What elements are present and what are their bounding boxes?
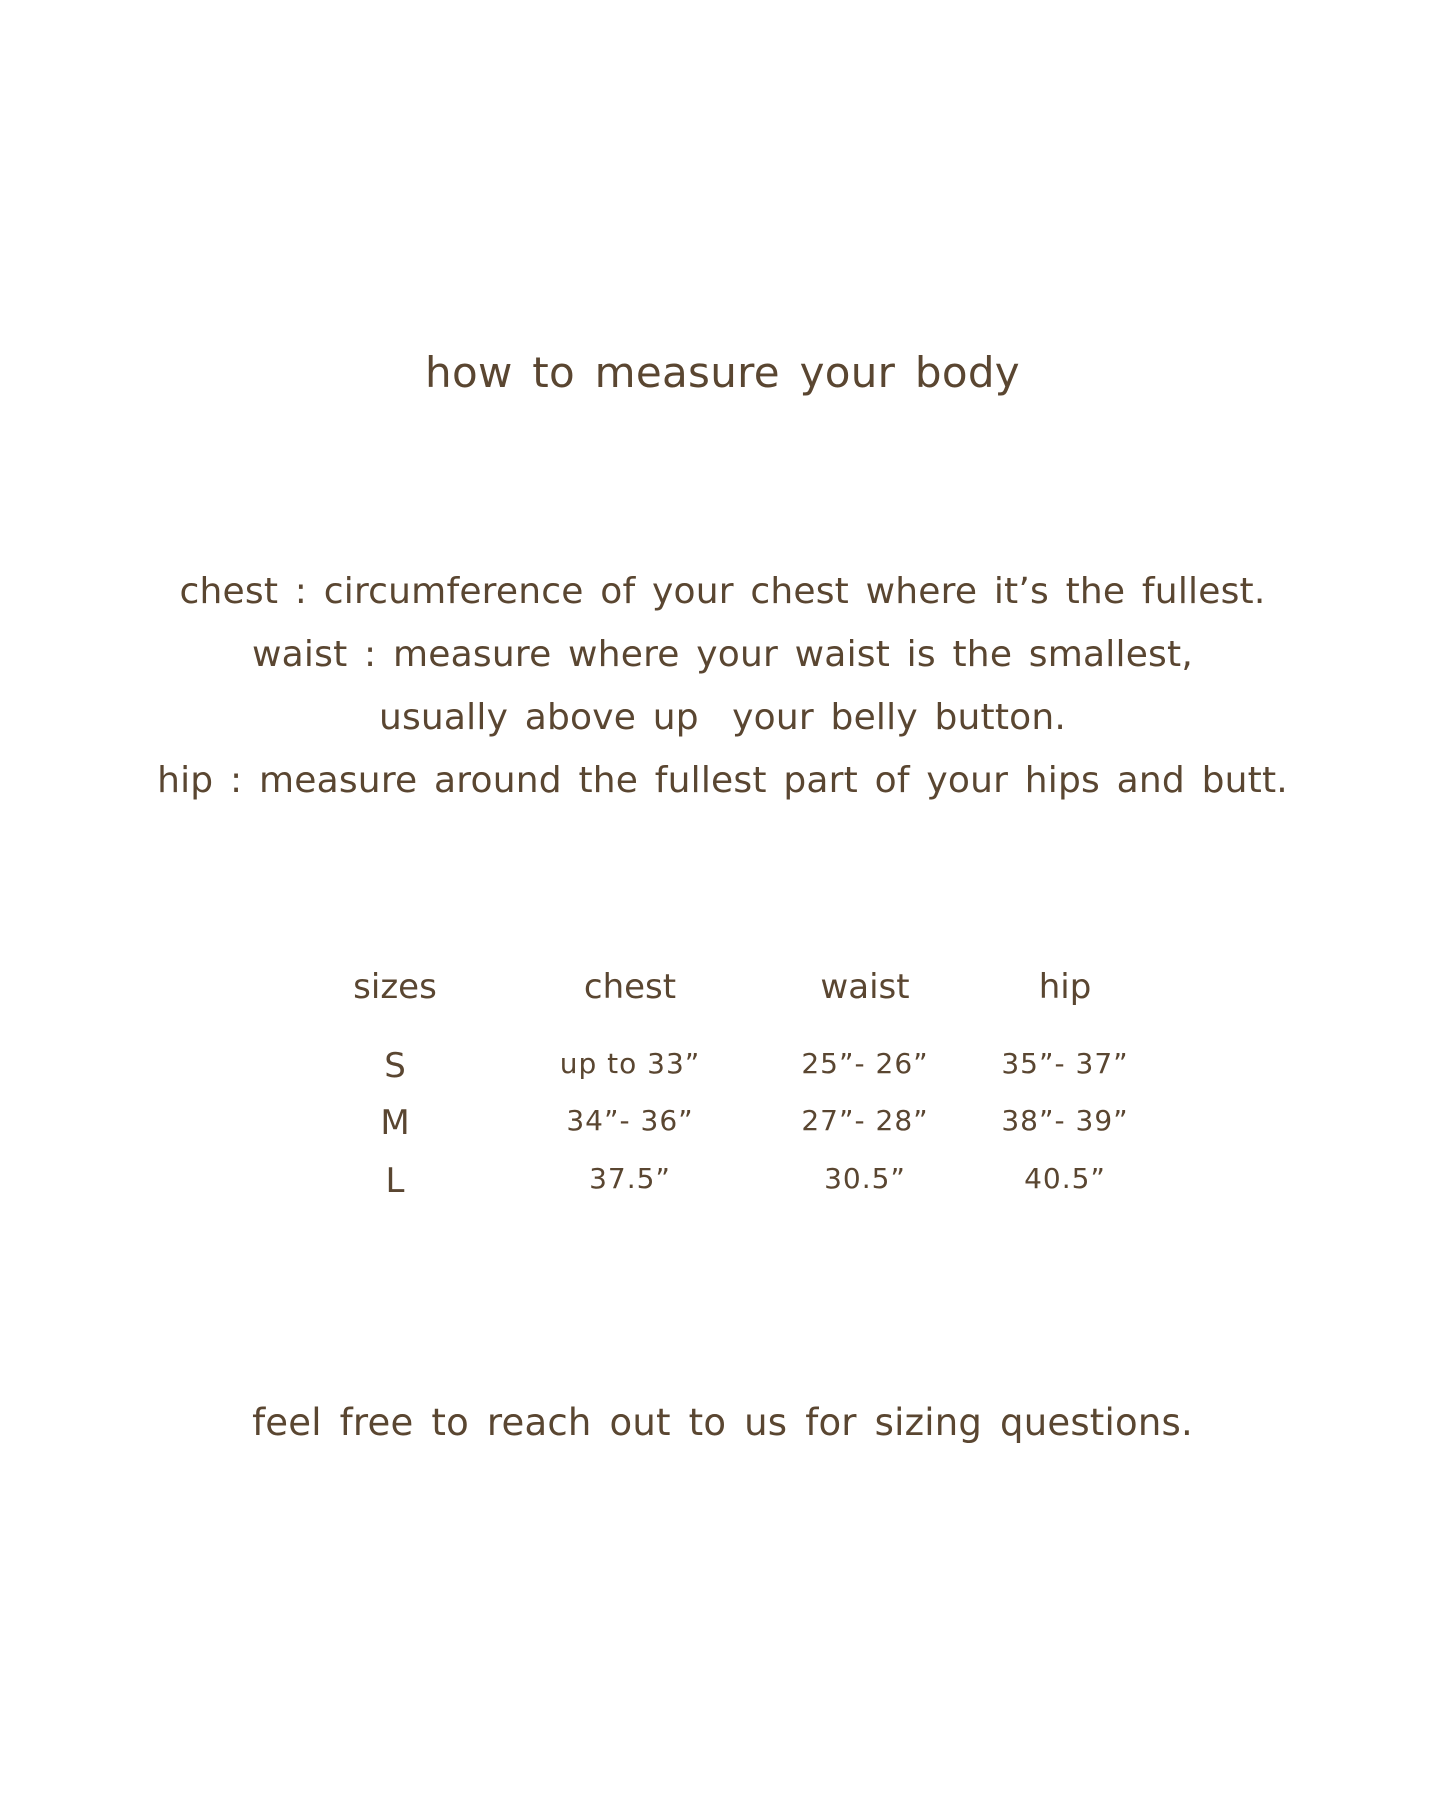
size-label-m: M <box>380 1103 410 1143</box>
hip-value-l: 40.5” <box>1024 1162 1106 1195</box>
page-title: how to measure your body <box>425 348 1020 397</box>
waist-instruction: waist : measure where your waist is the smallest, <box>252 634 1193 675</box>
measurement-instructions <box>0 560 1445 812</box>
chest-instruction: chest : circumference of your chest where it’s the fullest. <box>179 571 1266 612</box>
waist-instruction-continued: usually above up your belly button. <box>378 697 1067 738</box>
hip-value-s: 35”- 37” <box>1001 1047 1129 1080</box>
waist-value-l: 30.5” <box>824 1162 906 1195</box>
hip-instruction: hip : measure around the fullest part of your hips and butt. <box>157 760 1288 801</box>
column-header-chest: chest <box>583 967 677 1007</box>
column-header-sizes: sizes <box>353 967 437 1007</box>
size-label-s: S <box>384 1046 406 1086</box>
hip-value-m: 38”- 39” <box>1001 1104 1129 1137</box>
column-header-hip: hip <box>1038 967 1092 1007</box>
chest-value-m: 34”- 36” <box>566 1104 694 1137</box>
waist-value-s: 25”- 26” <box>801 1047 929 1080</box>
size-chart-table <box>0 965 1445 1225</box>
column-header-waist: waist <box>820 967 910 1007</box>
chest-value-s: up to 33” <box>559 1047 701 1080</box>
chest-value-l: 37.5” <box>589 1162 671 1195</box>
sizing-contact-note: feel free to reach out to us for sizing questions. <box>252 1401 1193 1444</box>
size-label-l: L <box>385 1161 405 1201</box>
waist-value-m: 27”- 28” <box>801 1104 929 1137</box>
